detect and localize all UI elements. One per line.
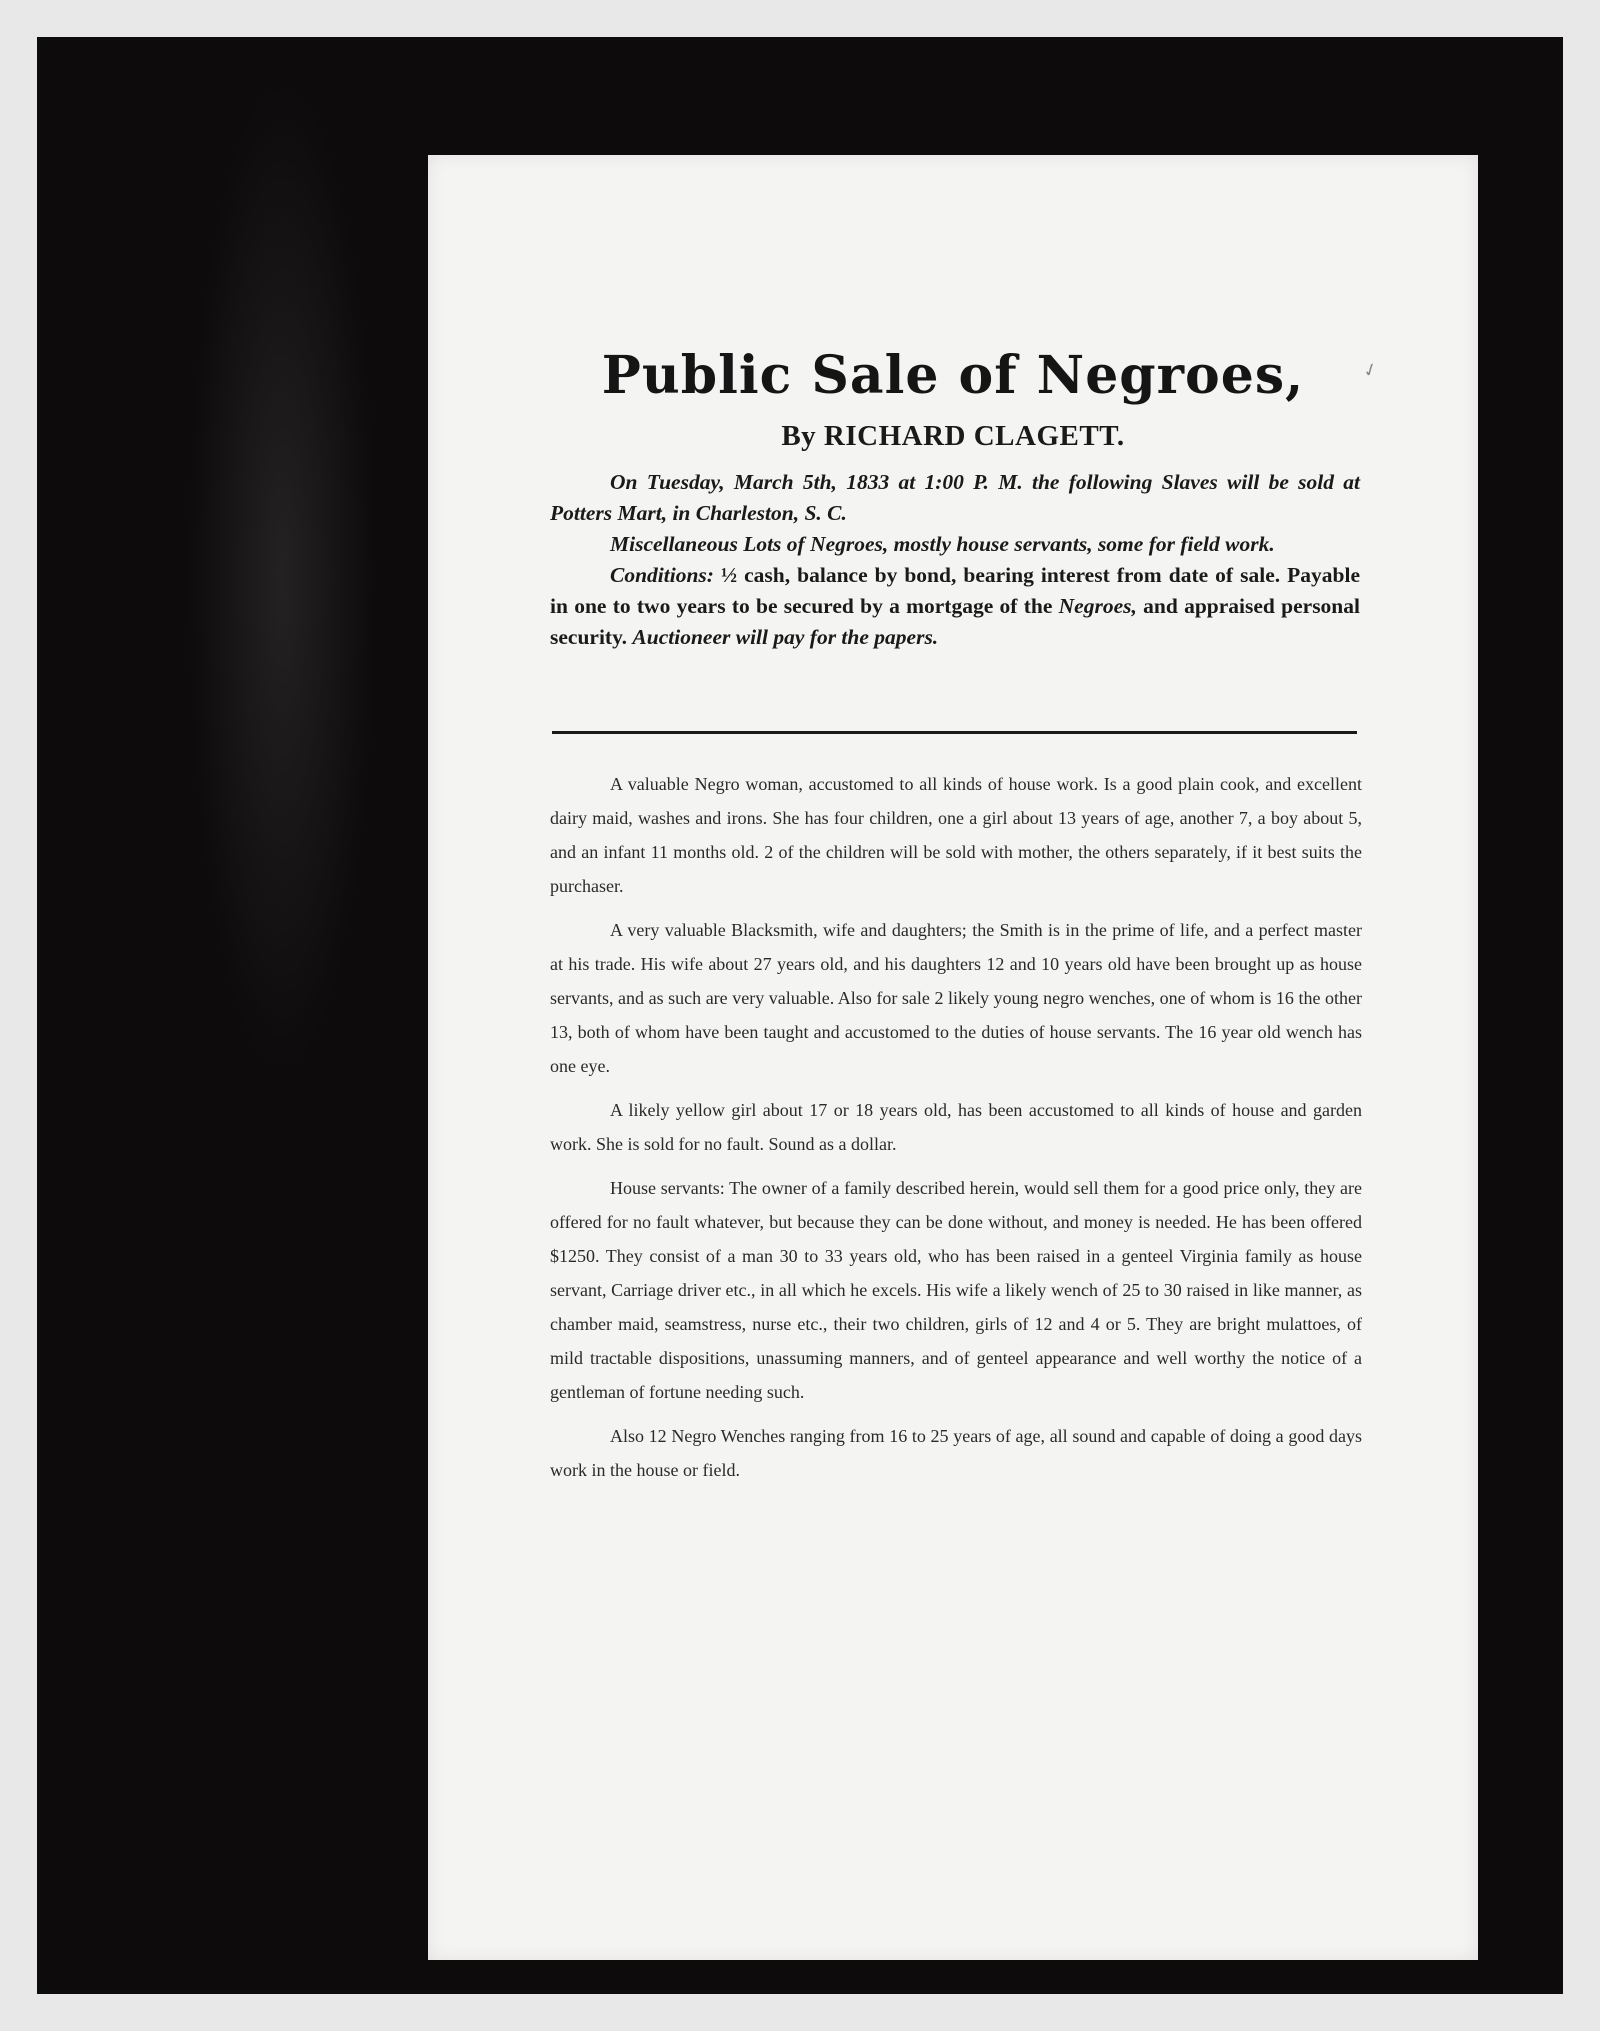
conditions-negroes: Negroes, bbox=[1058, 594, 1137, 618]
document-title: Public Sale of Negroes, bbox=[601, 345, 1305, 406]
pencil-mark: ✓ bbox=[1359, 358, 1382, 383]
conditions-text: ½ cash, balance by bond, bearing interest from date of sale. Payable in one to two years to be secured by a mortgage of the bbox=[550, 563, 1360, 618]
notice-date-location: On Tuesday, March 5th, 1833 at 1:00 P. M. the following Slaves will be sold at Potters Mart, in Charleston, S. C. bbox=[550, 470, 1360, 525]
lot-paragraph: A very valuable Blacksmith, wife and daughters; the Smith is in the prime of life, and a perfect master at his trade. His wife about 27 years old, and his daughters 12 and 10 years old have been brought up as house servants, and as such are very valuable. Also for sale 2 likely young negro wenches, one of whom is 16 the other 13, both of whom have been taught and accustomed to the duties of house servants. The 16 year old wench has one eye. bbox=[550, 920, 1362, 1076]
conditions-label: Conditions: bbox=[610, 563, 714, 587]
notice-conditions bbox=[550, 560, 1360, 653]
conditions-text-2: and appraised personal security. bbox=[550, 594, 1360, 649]
document-byline: By RICHARD CLAGETT. bbox=[781, 420, 1125, 452]
divider-rule bbox=[552, 731, 1357, 734]
conditions-auctioneer: Auctioneer will pay for the papers. bbox=[632, 625, 939, 649]
notice-lots: Miscellaneous Lots of Negroes, mostly house servants, some for field work. bbox=[610, 532, 1275, 556]
broadside-page bbox=[428, 155, 1478, 1960]
lot-paragraph: Also 12 Negro Wenches ranging from 16 to 25 years of age, all sound and capable of doing a good days work in the house or field. bbox=[550, 1426, 1362, 1480]
lot-descriptions bbox=[550, 767, 1362, 1497]
lot-paragraph: A valuable Negro woman, accustomed to all kinds of house work. Is a good plain cook, and excellent dairy maid, washes and irons. She has four children, one a girl about 13 years of age, another 7, a boy about 5, and an infant 11 months old. 2 of the children will be sold with mother, the others separately, if it best suits the purchaser. bbox=[550, 774, 1362, 896]
sale-notice bbox=[550, 467, 1360, 653]
mount-shadow bbox=[187, 77, 377, 1077]
lot-paragraph: House servants: The owner of a family described herein, would sell them for a good price only, they are offered for no fault whatever, but because they can be done without, and money is needed. He has been offered $1250. They consist of a man 30 to 33 years old, who has been raised in a genteel Virginia family as house servant, Carriage driver etc., in all which he excels. His wife a likely wench of 25 to 30 raised in like manner, as chamber maid, seamstress, nurse etc., their two children, girls of 12 and 4 or 5. They are bright mulattoes, of mild tractable dispositions, unassuming manners, and of genteel appearance and well worthy the notice of a gentleman of fortune needing such. bbox=[550, 1178, 1362, 1402]
lot-paragraph: A likely yellow girl about 17 or 18 years old, has been accustomed to all kinds of house and garden work. She is sold for no fault. Sound as a dollar. bbox=[550, 1100, 1362, 1154]
